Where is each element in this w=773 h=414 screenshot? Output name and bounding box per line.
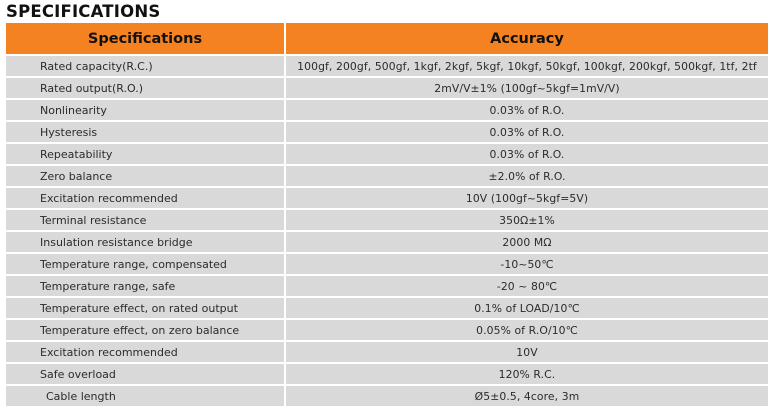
spec-value: Ø5±0.5, 4core, 3m bbox=[285, 385, 768, 406]
header-specifications: Specifications bbox=[6, 23, 285, 55]
table-header-row bbox=[6, 23, 768, 55]
table-row bbox=[6, 99, 768, 121]
spec-label: Rated capacity(R.C.) bbox=[6, 55, 285, 77]
table-row bbox=[6, 143, 768, 165]
header-accuracy: Accuracy bbox=[285, 23, 768, 55]
spec-label: Temperature effect, on zero balance bbox=[6, 319, 285, 341]
spec-label: Cable length bbox=[6, 385, 285, 406]
spec-value: 10V (100gf~5kgf=5V) bbox=[285, 187, 768, 209]
spec-value: 0.03% of R.O. bbox=[285, 99, 768, 121]
spec-value: 0.03% of R.O. bbox=[285, 143, 768, 165]
spec-value: 0.05% of R.O/10℃ bbox=[285, 319, 768, 341]
table-row bbox=[6, 187, 768, 209]
spec-value: 100gf, 200gf, 500gf, 1kgf, 2kgf, 5kgf, 10kgf, 50kgf, 100kgf, 200kgf, 500kgf, 1tf, 2tf bbox=[285, 55, 768, 77]
table-row bbox=[6, 363, 768, 385]
table-row bbox=[6, 275, 768, 297]
spec-value: 350Ω±1% bbox=[285, 209, 768, 231]
spec-label: Hysteresis bbox=[6, 121, 285, 143]
spec-label: Rated output(R.O.) bbox=[6, 77, 285, 99]
table-row bbox=[6, 253, 768, 275]
spec-label: Insulation resistance bridge bbox=[6, 231, 285, 253]
spec-label: Zero balance bbox=[6, 165, 285, 187]
spec-label: Temperature range, safe bbox=[6, 275, 285, 297]
spec-label: Nonlinearity bbox=[6, 99, 285, 121]
spec-value: 2000 MΩ bbox=[285, 231, 768, 253]
spec-value: -10~50℃ bbox=[285, 253, 768, 275]
table-row bbox=[6, 231, 768, 253]
spec-value: 120% R.C. bbox=[285, 363, 768, 385]
spec-value: ±2.0% of R.O. bbox=[285, 165, 768, 187]
spec-value: 0.1% of LOAD/10℃ bbox=[285, 297, 768, 319]
specifications-table bbox=[6, 23, 768, 406]
table-row bbox=[6, 385, 768, 406]
spec-label: Temperature effect, on rated output bbox=[6, 297, 285, 319]
spec-label: Terminal resistance bbox=[6, 209, 285, 231]
table-row bbox=[6, 55, 768, 77]
table-row bbox=[6, 209, 768, 231]
table-row bbox=[6, 121, 768, 143]
spec-label: Repeatability bbox=[6, 143, 285, 165]
spec-value: 2mV/V±1% (100gf~5kgf=1mV/V) bbox=[285, 77, 768, 99]
table-row bbox=[6, 319, 768, 341]
spec-label: Excitation recommended bbox=[6, 341, 285, 363]
spec-value: 0.03% of R.O. bbox=[285, 121, 768, 143]
spec-label: Safe overload bbox=[6, 363, 285, 385]
spec-value: -20 ~ 80℃ bbox=[285, 275, 768, 297]
table-row bbox=[6, 341, 768, 363]
table-row bbox=[6, 77, 768, 99]
page-title: SPECIFICATIONS bbox=[6, 2, 161, 21]
spec-value: 10V bbox=[285, 341, 768, 363]
table-row bbox=[6, 165, 768, 187]
table-row bbox=[6, 297, 768, 319]
spec-label: Excitation recommended bbox=[6, 187, 285, 209]
spec-label: Temperature range, compensated bbox=[6, 253, 285, 275]
